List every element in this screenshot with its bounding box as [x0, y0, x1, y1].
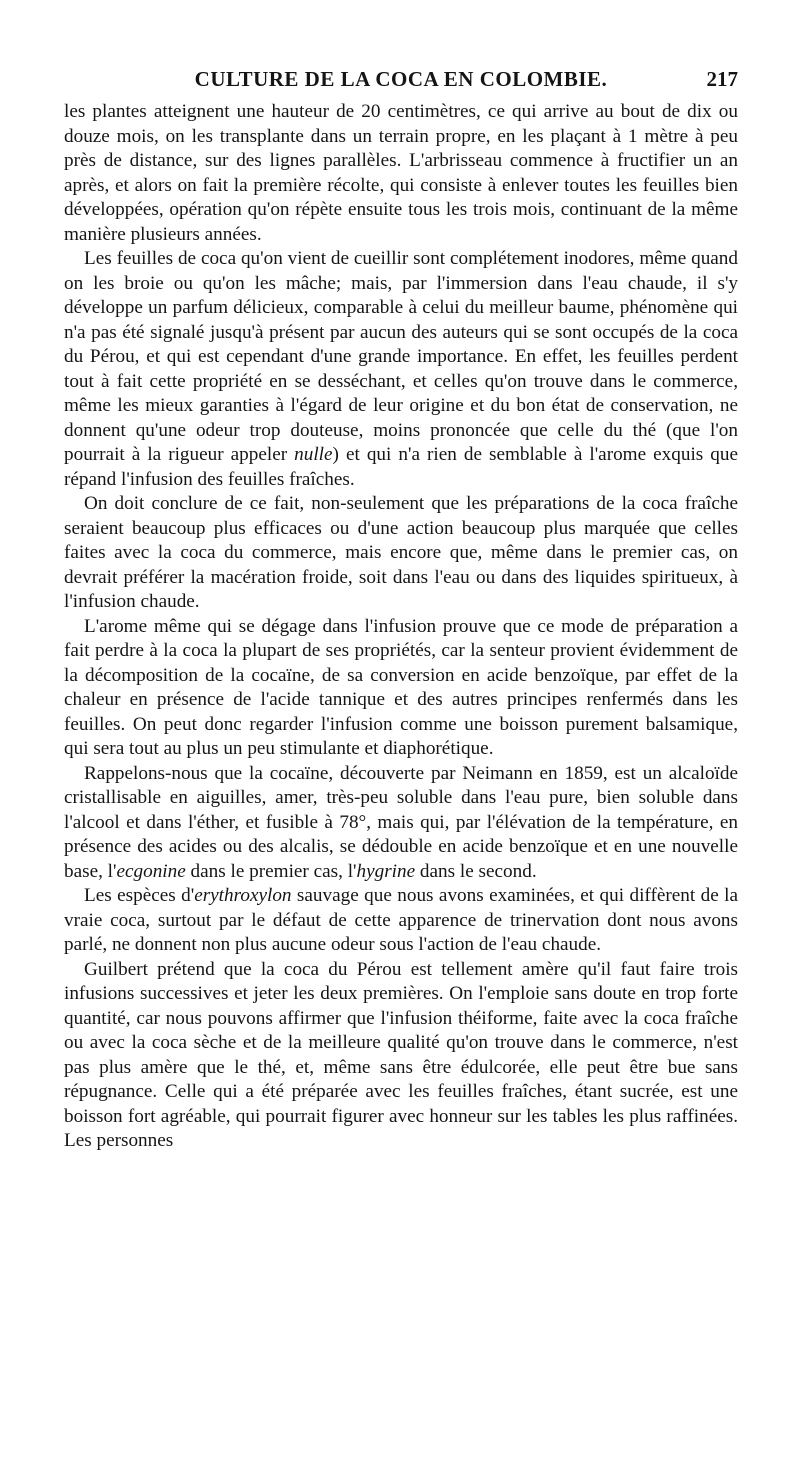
paragraph-text: dans le premier cas, l': [185, 860, 357, 882]
paragraph-text: Rappelons-nous que la cocaïne, découverte par Neimann en 1859, est un alcaloïde cristallisable en aiguilles, amer, très-peu soluble dans l'eau pure, bien soluble dans l'alcool et dans l'éther, et fusible à 78°, mais qui, par l'élévation de la température, en présence des acides ou des alcalis, se dédouble en acide benzoïque et en une nouvelle base, l': [64, 762, 738, 882]
paragraph: [64, 492, 738, 615]
paragraph-text: On doit conclure de ce fait, non-seulement que les préparations de la coca fraîche seraient beaucoup plus efficaces ou d'une action beaucoup plus marquée que celles faites avec la coca du commerce, mais encore que, même dans le premier cas, on devrait préférer la macération froide, soit dans l'eau ou dans des liquides spiritueux, à l'infusion chaude.: [64, 493, 738, 612]
paragraph: [64, 762, 738, 885]
paragraph-text: Guilbert prétend que la coca du Pérou est tellement amère qu'il faut faire trois infusions successives et jeter les deux premières. On l'emploie sans doute en trop forte quantité, car nous pouvons affirmer que l'infusion théiforme, faite avec la coca fraîche ou avec la coca sèche et de la meilleure qualité qu'on trouve dans le commerce, n'est pas plus amère que le thé, et, même sans être édulcorée, elle peut être bue sans répugnance. Celle qui a été préparée avec les feuilles fraîches, étant sucrée, est une boisson fort agréable, qui pourrait figurer avec honneur sur les tables les plus raffinées. Les personnes: [64, 958, 738, 1151]
paragraph: [64, 958, 738, 1154]
italic-term: ecgonine: [116, 860, 186, 882]
body-text: [64, 100, 738, 1154]
paragraph-text: dans le second.: [415, 860, 537, 882]
paragraph: [64, 615, 738, 762]
paragraph-text: ) et qui n'a rien de semblable à l'arome exquis que répand l'infusion des feuilles fraîches.: [64, 444, 738, 490]
paragraph: [64, 100, 738, 247]
italic-term: erythroxylon: [194, 885, 292, 906]
paragraph-text: les plantes atteignent une hauteur de 20 centimètres, ce qui arrive au bout de dix ou douze mois, on les transplante dans un terrain propre, en les plaçant à 1 mètre à peu près de distance, sur des lignes parallèles. L'arbrisseau commence à fructifier un an après, et alors on fait la première récolte, qui consiste à enlever toutes les feuilles bien développées, opération qu'on répète ensuite tous les trois mois, continuant de la même manière plusieurs années.: [64, 101, 738, 245]
italic-term: nulle: [294, 444, 333, 465]
paragraph-text: sauvage que nous avons examinées, et qui diffèrent de la vraie coca, surtout par le défaut de cette apparence de trinervation dont nous avons parlé, ne donnent non plus aucune odeur sous l'action de l'eau chaude.: [64, 885, 738, 955]
running-title: CULTURE DE LA COCA EN COLOMBIE.: [194, 67, 608, 91]
paragraph-text: L'arome même qui se dégage dans l'infusion prouve que ce mode de préparation a fait perdre à la coca la plupart de ses propriétés, car la senteur provient évidemment de la décomposition de la cocaïne, de sa conversion en acide benzoïque, par effet de la chaleur en présence de l'acide tannique et des autres principes renfermés dans les feuilles. On peut donc regarder l'infusion comme une boisson purement balsamique, qui sera tout au plus un peu stimulante et diaphorétique.: [64, 615, 738, 759]
page-number: 217: [706, 67, 738, 91]
paragraph: [64, 247, 738, 492]
running-head: [64, 64, 738, 94]
paragraph-text: Les feuilles de coca qu'on vient de cueillir sont complétement inodores, même quand on les broie ou qu'on les mâche; mais, par l'immersion dans l'eau chaude, il s'y développe un parfum délicieux, comparable à celui du meilleur baume, phénomène qui n'a pas été signalé jusqu'à présent par aucun des auteurs qui se sont occupés de la coca du Pérou, et qui est cependant d'une grande importance. En effet, les feuilles perdent tout à fait cette propriété en se desséchant, et celles qu'on trouve dans le commerce, même les mieux garanties à l'égard de leur origine et du bon état de conservation, ne donnent qu'une odeur trop douteuse, moins prononcée que celle du thé (que l'on pourrait à la rigueur appeler: [64, 248, 738, 465]
paragraph: [64, 884, 738, 958]
italic-term: hygrine: [356, 860, 416, 882]
paragraph-text: Les espèces d': [84, 885, 195, 906]
